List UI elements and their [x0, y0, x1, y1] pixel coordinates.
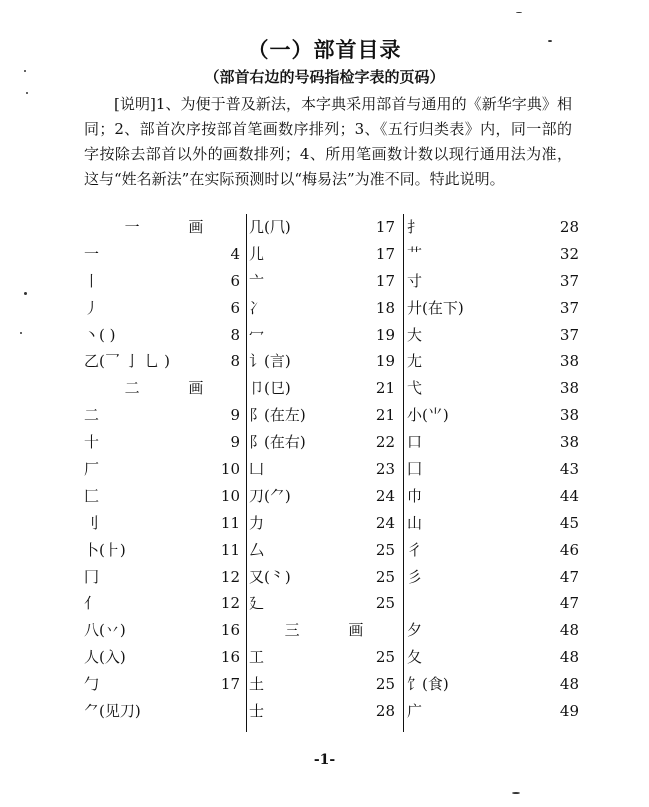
radical-label: 八(丷) — [84, 621, 126, 640]
page-ref: 11 — [220, 513, 240, 532]
radical-label: 口 — [407, 433, 423, 452]
radical-label: 囗 — [407, 460, 423, 479]
radical-label: 亻 — [84, 594, 100, 613]
radical-entry — [84, 537, 244, 564]
radical-label: 厶 — [249, 540, 265, 559]
page-ref: 23 — [375, 460, 395, 479]
page-ref: 18 — [375, 298, 395, 317]
stroke-count-heading — [84, 375, 244, 402]
radical-label: 扌 — [407, 218, 423, 236]
radical-label: 艹 — [407, 244, 423, 263]
radical-label: 十 — [84, 433, 100, 452]
radical-label: 匚 — [84, 486, 100, 505]
radical-entry — [84, 483, 244, 510]
radical-label: 阝(在右) — [249, 433, 306, 452]
radical-entry — [84, 429, 244, 456]
radical-entry — [407, 268, 579, 295]
page-ref: 11 — [220, 540, 240, 559]
radical-label: 冖 — [249, 325, 265, 344]
radical-label: 几(⺇) — [249, 218, 291, 236]
stroke-count-heading — [84, 214, 244, 241]
radical-label: 一 — [84, 244, 100, 263]
radical-entry — [84, 510, 244, 537]
page-ref: 21 — [375, 379, 395, 398]
radical-label: 彳 — [407, 540, 423, 559]
radical-label: 冫 — [249, 298, 265, 317]
radical-label: 土 — [249, 675, 265, 694]
radical-label: 山 — [407, 513, 423, 532]
page-ref: 44 — [559, 486, 579, 505]
page-title: （一）部首目录 — [247, 38, 402, 62]
index-column-3 — [407, 214, 579, 734]
page-ref: 9 — [230, 433, 240, 452]
radical-label: 乙(乛 亅 乚 ) — [84, 352, 171, 371]
radical-entry — [407, 402, 579, 429]
page-ref: 6 — [230, 271, 240, 290]
page-ref: 28 — [375, 702, 395, 721]
radical-entry — [407, 671, 579, 698]
page-ref: 8 — [230, 325, 240, 344]
radical-entry — [84, 590, 244, 617]
radical-entry — [84, 295, 244, 322]
radical-label: 饣(食) — [407, 675, 449, 694]
radical-label: 士 — [249, 702, 265, 721]
page-ref: 28 — [559, 218, 579, 236]
radical-entry — [84, 456, 244, 483]
page-ref: 48 — [559, 675, 579, 694]
page-ref: 16 — [220, 621, 240, 640]
page-ref: 12 — [220, 567, 240, 586]
page-ref: 4 — [230, 244, 240, 263]
page-ref: 17 — [375, 244, 395, 263]
scan-speck — [24, 292, 27, 295]
radical-label: 丿 — [84, 298, 100, 317]
stroke-count-label: 二 画 — [124, 379, 226, 398]
radical-label: 工 — [249, 648, 265, 667]
page-ref: 38 — [559, 379, 579, 398]
radical-label: 廾(在下) — [407, 298, 464, 317]
page-ref: 10 — [220, 460, 240, 479]
column-divider — [403, 214, 404, 732]
radical-label: 刂 — [84, 513, 100, 532]
radical-entry — [249, 322, 399, 349]
radical-label: 小(⺌) — [407, 406, 449, 425]
radical-label: 厂 — [84, 460, 100, 479]
radical-entry — [249, 241, 399, 268]
radical-label: 夕 — [407, 621, 423, 640]
radical-entry — [407, 429, 579, 456]
radical-entry — [407, 510, 579, 537]
page-ref: 38 — [559, 406, 579, 425]
radical-entry — [407, 644, 579, 671]
radical-entry — [407, 322, 579, 349]
radical-entry — [407, 590, 579, 617]
radical-label: 儿 — [249, 244, 265, 263]
radical-entry — [84, 564, 244, 591]
scan-speck — [24, 70, 26, 72]
radical-label: 巾 — [407, 486, 423, 505]
radical-entry — [249, 268, 399, 295]
radical-entry — [249, 429, 399, 456]
radical-label: 丨 — [84, 271, 100, 290]
radical-entry — [407, 456, 579, 483]
page-ref: 25 — [375, 540, 395, 559]
radical-label: 卩(㔾) — [249, 379, 291, 398]
page-ref: 24 — [375, 486, 395, 505]
radical-entry — [84, 698, 244, 725]
stroke-count-label: 一 画 — [124, 218, 226, 236]
page-ref: 25 — [375, 567, 395, 586]
page-number: -1- — [313, 752, 336, 768]
page-ref: 38 — [559, 433, 579, 452]
radical-entry — [249, 564, 399, 591]
radical-label: 弋 — [407, 379, 423, 398]
scan-speck — [20, 332, 22, 334]
radical-label: 冂 — [84, 567, 100, 586]
page-ref: 22 — [375, 433, 395, 452]
radical-entry — [84, 348, 244, 375]
radical-label: 凵 — [249, 460, 265, 479]
radical-label: 又(⺀) — [249, 567, 291, 586]
radical-entry — [249, 483, 399, 510]
radical-entry — [407, 483, 579, 510]
radical-label: 刀(⺈) — [249, 486, 291, 505]
radical-label: 亠 — [249, 271, 265, 290]
radical-entry — [407, 348, 579, 375]
column-divider — [246, 214, 247, 732]
radical-label: 大 — [407, 325, 423, 344]
radical-label: 二 — [84, 406, 100, 425]
page-ref: 25 — [375, 594, 395, 613]
radical-entry — [84, 671, 244, 698]
radical-label: 夂 — [407, 648, 423, 667]
stroke-count-heading — [249, 617, 399, 644]
radical-entry — [84, 402, 244, 429]
radical-entry — [84, 322, 244, 349]
radical-entry — [407, 564, 579, 591]
page-ref: 37 — [559, 325, 579, 344]
page-ref: 48 — [559, 648, 579, 667]
page-ref: 48 — [559, 621, 579, 640]
page-ref: 38 — [559, 352, 579, 371]
radical-label: 人(入) — [84, 648, 126, 667]
radical-label: 讠(言) — [249, 352, 291, 371]
radical-entry — [407, 375, 579, 402]
page-ref: 8 — [230, 352, 240, 371]
radical-entry — [249, 510, 399, 537]
radical-entry — [407, 698, 579, 725]
radical-label: 力 — [249, 513, 265, 532]
radical-entry — [249, 590, 399, 617]
radical-label: 卜(⺊) — [84, 540, 126, 559]
page-ref: 46 — [559, 540, 579, 559]
scan-speck — [516, 12, 522, 13]
radical-label: 丶( ) — [84, 325, 116, 344]
intro-paragraph: [说明]1、为便于普及新法，本字典采用部首与通用的《新华字典》相同；2、部首次序按部首笔画数序排列；3、《五行归类表》内，同一部的字按除去部首以外的画数排列；4、所用笔画数计数以现行通用法为准，这与“姓名新法”在实际预测时以“梅易法”为准不同。特此说明。 — [84, 95, 572, 188]
page-ref: 37 — [559, 298, 579, 317]
radical-entry — [249, 348, 399, 375]
page-ref: 9 — [230, 406, 240, 425]
radical-entry — [249, 537, 399, 564]
radical-entry — [249, 698, 399, 725]
radical-entry — [84, 241, 244, 268]
radical-entry — [407, 295, 579, 322]
radical-label: ⺈(见刀) — [84, 702, 141, 721]
radical-entry — [84, 617, 244, 644]
page-ref: 6 — [230, 298, 240, 317]
radical-label: 阝(在左) — [249, 406, 306, 425]
page-ref: 43 — [559, 460, 579, 479]
radical-label: 彡 — [407, 567, 423, 586]
radical-index — [84, 214, 580, 734]
page-ref: 47 — [559, 594, 579, 613]
radical-entry — [249, 644, 399, 671]
page-ref: 17 — [375, 271, 395, 290]
radical-entry — [407, 241, 579, 268]
page-ref: 25 — [375, 648, 395, 667]
radical-entry — [407, 214, 579, 241]
index-column-2 — [249, 214, 399, 734]
page-subtitle: （部首右边的号码指检字表的页码） — [204, 68, 445, 86]
radical-label: 廴 — [249, 594, 265, 613]
page-ref: 45 — [559, 513, 579, 532]
index-column-1 — [84, 214, 244, 734]
radical-label: 寸 — [407, 271, 423, 290]
stroke-count-label: 三 画 — [284, 621, 386, 640]
page-ref: 10 — [220, 486, 240, 505]
radical-entry — [249, 295, 399, 322]
page-ref: 37 — [559, 271, 579, 290]
radical-entry — [249, 214, 399, 241]
page-ref: 49 — [559, 702, 579, 721]
radical-entry — [249, 402, 399, 429]
radical-entry — [249, 375, 399, 402]
radical-label: 勹 — [84, 675, 100, 694]
radical-entry — [84, 644, 244, 671]
page-ref: 24 — [375, 513, 395, 532]
page-ref: 19 — [375, 352, 395, 371]
page-ref: 12 — [220, 594, 240, 613]
scan-speck — [26, 92, 28, 94]
page-ref: 32 — [559, 244, 579, 263]
page-ref: 17 — [375, 218, 395, 236]
page-ref: 19 — [375, 325, 395, 344]
scan-speck — [548, 40, 552, 42]
radical-label: 尢 — [407, 352, 423, 371]
radical-entry — [249, 671, 399, 698]
radical-entry — [407, 537, 579, 564]
page-ref: 21 — [375, 406, 395, 425]
radical-entry — [407, 617, 579, 644]
scan-speck — [512, 792, 520, 794]
page-ref: 25 — [375, 675, 395, 694]
page-ref: 16 — [220, 648, 240, 667]
radical-entry — [84, 268, 244, 295]
page-ref: 47 — [559, 567, 579, 586]
radical-entry — [249, 456, 399, 483]
page-ref: 17 — [220, 675, 240, 694]
radical-label: 广 — [407, 702, 423, 721]
